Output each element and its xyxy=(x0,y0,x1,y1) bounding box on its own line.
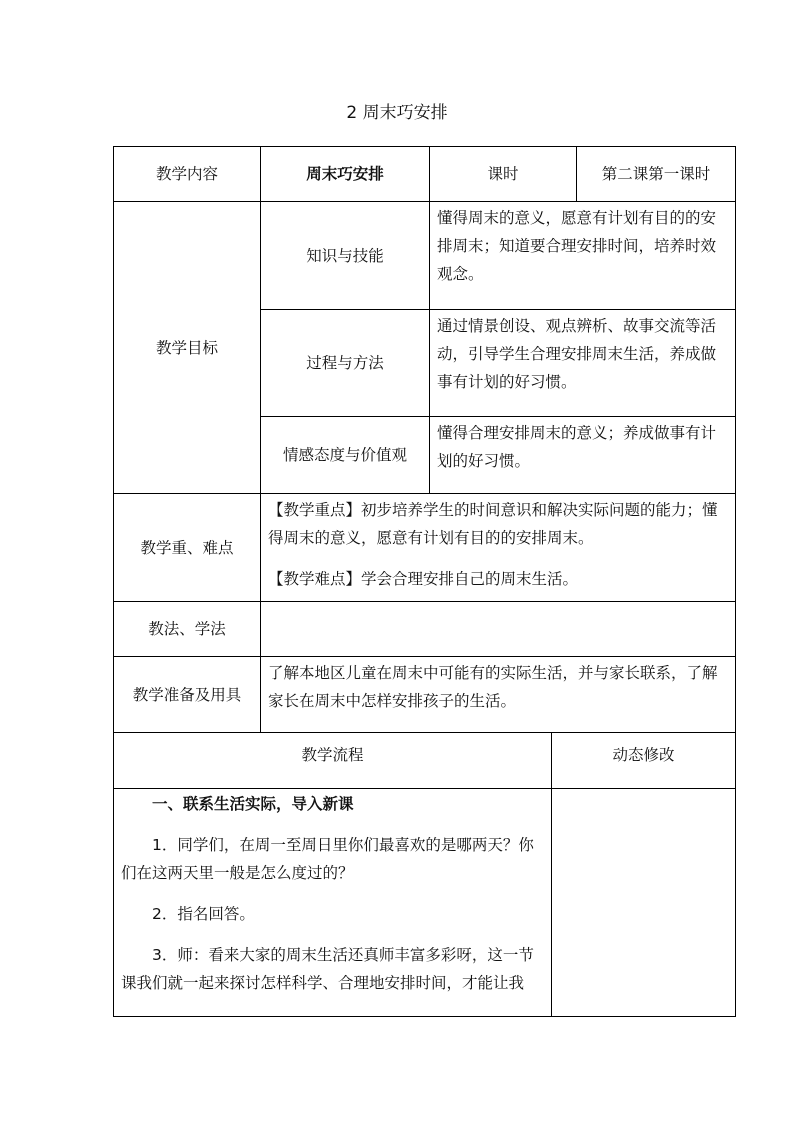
key-point-text: 初步培养学生的时间意识和解决实际问题的能力；懂得周末的意义，愿意有计划有目的的安排周末。 xyxy=(268,501,718,547)
key-points-text xyxy=(260,493,736,602)
methods-label: 教法、学法 xyxy=(113,601,261,657)
document-title: 2 周末巧安排 xyxy=(346,103,448,123)
content-label: 教学内容 xyxy=(113,146,261,202)
period-label: 课时 xyxy=(429,146,577,202)
period-value: 第二课第一课时 xyxy=(576,146,736,202)
revision-body xyxy=(551,788,736,1017)
difficult-point-text: 学会合理安排自己的周末生活。 xyxy=(361,570,579,588)
objectives-label: 教学目标 xyxy=(113,201,261,494)
objective-process-text: 通过情景创设、观点辨析、故事交流等活动，引导学生合理安排周末生活，养成做事有计划的好习惯。 xyxy=(429,309,736,417)
process-header: 教学流程 xyxy=(113,732,552,789)
objective-attitude-label: 情感态度与价值观 xyxy=(260,416,430,494)
objective-attitude-text: 懂得合理安排周末的意义；养成做事有计划的好习惯。 xyxy=(429,416,736,494)
process-body xyxy=(113,788,552,1017)
process-step: 2．指名回答。 xyxy=(152,905,255,923)
key-points-label: 教学重、难点 xyxy=(113,493,261,602)
objective-process-label: 过程与方法 xyxy=(260,309,430,417)
preparation-label: 教学准备及用具 xyxy=(113,656,261,733)
key-point xyxy=(268,496,730,552)
objective-knowledge-label: 知识与技能 xyxy=(260,201,430,310)
section-title: 一、联系生活实际，导入新课 xyxy=(152,795,354,813)
objective-knowledge-text: 懂得周末的意义，愿意有计划有目的的安排周末；知道要合理安排时间，培养时效观念。 xyxy=(429,201,736,310)
revision-header: 动态修改 xyxy=(551,732,736,789)
difficult-point xyxy=(268,565,730,593)
process-step: 3．师：看来大家的周末生活还真师丰富多彩呀，这一节课我们就一起来探讨怎样科学、合理地安排时间，才能让我 xyxy=(121,946,534,992)
methods-text xyxy=(260,601,736,657)
content-value: 周末巧安排 xyxy=(260,146,430,202)
key-point-tag: 【教学重点】 xyxy=(268,501,362,519)
difficult-point-tag: 【教学难点】 xyxy=(268,570,362,588)
process-step: 1．同学们，在周一至周日里你们最喜欢的是哪两天？你们在这两天里一般是怎么度过的？ xyxy=(121,836,534,882)
preparation-text: 了解本地区儿童在周末中可能有的实际生活，并与家长联系，了解家长在周末中怎样安排孩子的生活。 xyxy=(260,656,736,733)
